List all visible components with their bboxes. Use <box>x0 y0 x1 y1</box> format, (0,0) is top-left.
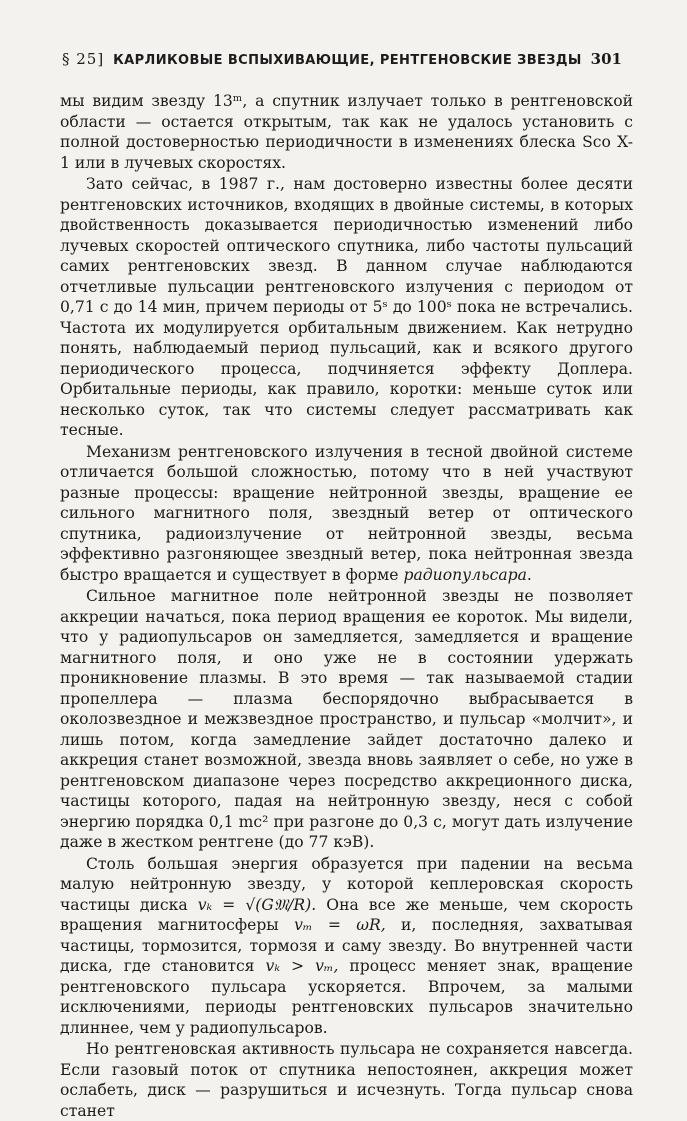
magnetosphere-velocity-formula: vₘ = ωR, <box>294 916 386 934</box>
paragraph-4: Сильное магнитное поле нейтронной звезды не позволяет аккреции начаться, пока период вращения ее короток. Мы видели, что у радиопульсаров он замедляется, замедляется и вращение магнитного поля, и оно уже не в состоянии удержать проникновение плазмы. В это время — так называемой стадии пропеллера — плазма беспорядочно выбрасывается в околозвездное и межзвездное пространство, и пульсар «молчит», и лишь потом, когда замедление зайдет достаточно далеко и аккреция станет возможной, звезда вновь заявляет о себе, но уже в рентгеновском диапазоне через посредство аккреционного диска, частицы которого, падая на нейтронную звезду, неся с собой энергию порядка 0,1 mc² при разгоне до 0,3 c, могут дать излучение даже в жестком рентгене (до 77 кэВ). <box>60 587 633 851</box>
paragraph-5-text-a: Столь большая энергия образуется при падении на весьма малую нейтронную звезду, у которой кеплеровская скорость частицы диска <box>60 854 633 914</box>
paragraph-2: Зато сейчас, в 1987 г., нам достоверно известны более десяти рентгеновских источников, входящих в двойные системы, в которых двойственность доказывается периодичностью изменений либо лучевых скоростей оптического спутника, либо частоты пульсаций самих рентгеновских звезд. В данном случае наблюдаются отчетливые пульсации рентгеновского излучения с периодом от 0,71 с до 14 мин, причем периоды от 5ˢ до 100ˢ пока не встречались. Частота их модулируется орбитальным движением. Как нетрудно понять, наблюдаемый период пульсаций, как и всякого другого периодического процесса, подчиняется эффекту Доплера. Орбитальные периоды, как правило, коротки: меньше суток или несколько суток, так что системы следует рассматривать как тесные. <box>60 175 633 439</box>
velocity-inequality: vₖ > vₘ, <box>265 957 339 975</box>
paragraph-5 <box>60 854 633 1039</box>
page-body <box>60 91 633 1121</box>
paragraph-3: Механизм рентгеновского излучения в тесной двойной системе отличается большой сложностью, потому что в ней участвуют разные процессы: вращение нейтронной звезды, вращение ее сильного магнитного поля, звездный ветер от оптического спутника, радиоизлучение от нейтронной звезды, весьма эффективно разгоняющее звездный ветер, пока нейтронная звезда быстро вращается и существует в форме радиопульсара. <box>60 442 633 584</box>
running-header <box>62 50 622 72</box>
paragraph-3-text: Механизм рентгеновского излучения в тесной двойной системе отличается большой сложностью, потому что в ней участвуют разные процессы: вращение нейтронной звезды, вращение ее сильного магнитного поля, звездный ветер от оптического спутника, радиоизлучение от нейтронной звезды, весьма эффективно разгоняющее звездный ветер, пока нейтронная звезда быстро вращается и существует в форме <box>60 442 633 584</box>
radiopulsar-term: радиопульсара <box>403 565 527 584</box>
kepler-velocity-formula: vₖ = √(G𝔐/R). <box>197 895 317 914</box>
paragraph-5-text-d: процесс меняет знак, вращение рентгеновского пульсара ускоряется. Впрочем, за малыми исключениями, периоды рентгеновских пульсаров значительно длиннее, чем у радиопульсаров. <box>60 957 634 1037</box>
page-number: 301 <box>590 50 622 68</box>
paragraph-5-text-b: Она все же меньше, чем скорость вращения магнитосферы <box>60 895 633 934</box>
section-number: § 25] <box>62 50 105 68</box>
paragraph-6: Но рентгеновская активность пульсара не сохраняется навсегда. Если газовый поток от спутника непостоянен, аккреция может ослабеть, диск — разрушиться и исчезнуть. Тогда пульсар снова станет <box>60 1040 633 1120</box>
paragraph-5-text-c: и, последняя, захватывая частицы, тормозится, тормозя и саму звезду. Во внутренней части диска, где становится <box>60 916 633 975</box>
chapter-title: КАРЛИКОВЫЕ ВСПЫХИВАЮЩИЕ, РЕНТГЕНОВСКИЕ ЗВЕЗДЫ <box>113 53 582 68</box>
paragraph-1: мы видим звезду 13ᵐ, а спутник излучает только в рентгеновской области — остается открытым, так как не удалось установить с полной достоверностью периодичности в изменениях блеска Sco X-1 или в лучевых скоростях. <box>60 92 633 172</box>
